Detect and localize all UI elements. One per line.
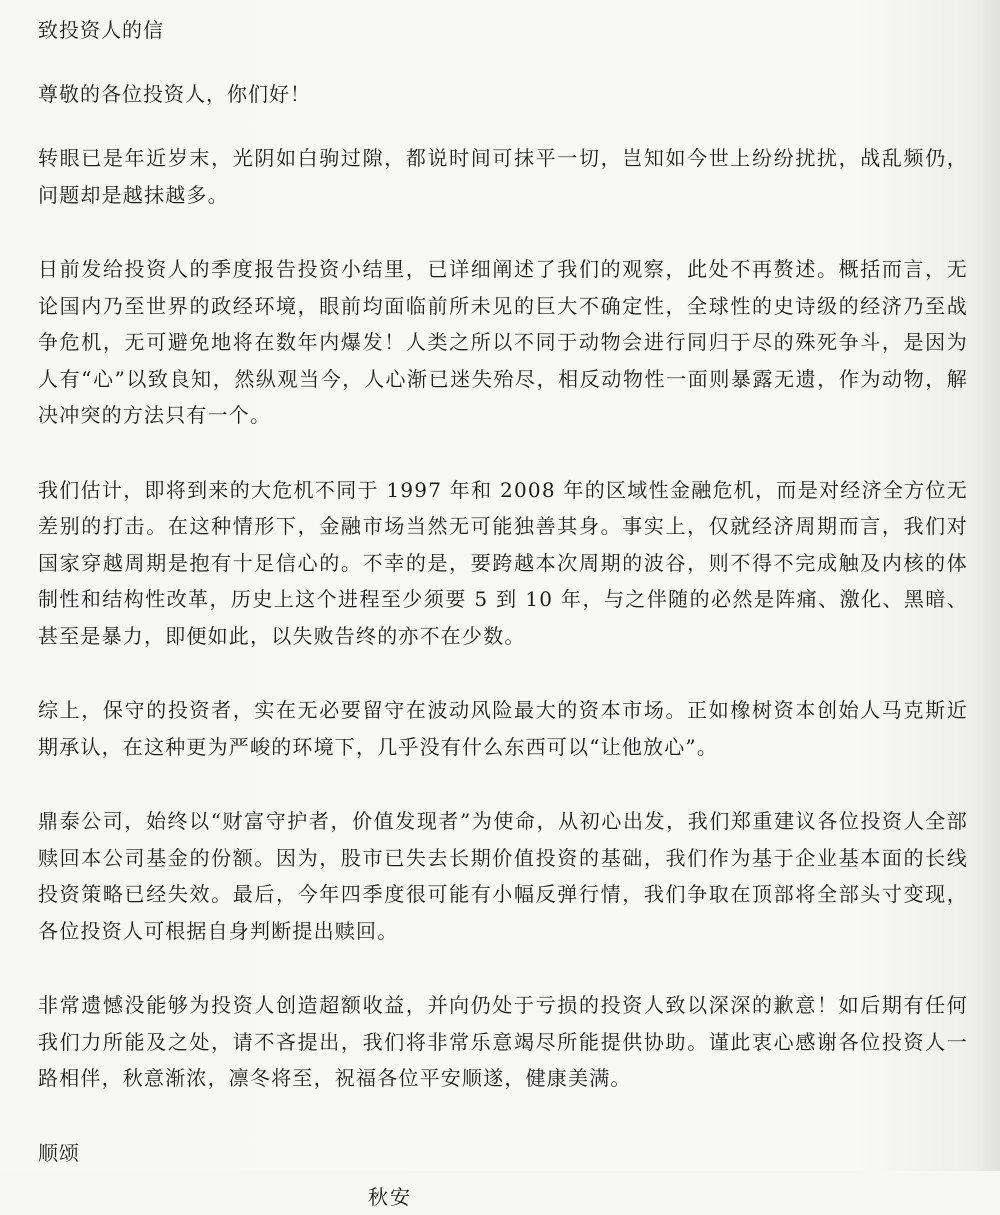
paragraph-6: 非常遗憾没能够为投资人创造超额收益，并向仍处于亏损的投资人致以深深的歉意！如后期有任何我们力所能及之处，请不吝提出，我们将非常乐意竭尽所能提供协助。谨此衷心感谢各位投资人一路相伴，秋意渐浓，凛冬将至，祝福各位平安顺遂，健康美满。 xyxy=(38,993,968,1090)
letter-signature: 秋安 xyxy=(368,1184,412,1209)
page-edge-shadow xyxy=(972,0,1000,1171)
letter-body xyxy=(38,12,968,1215)
paragraph-3: 我们估计，即将到来的大危机不同于 1997 年和 2008 年的区域性金融危机，而是对经济全方位无差别的打击。在这种情形下，金融市场当然无可能独善其身。事实上，仅就经济周期而言，我们对国家穿越周期是抱有十足信心的。不幸的是，要跨越本次周期的波谷，则不得不完成触及内核的体制性和结构性改革，历史上这个进程至少须要 5 到 10 年，与之伴随的必然是阵痛、激化、黑暗、甚至是暴力，即便如此，以失败告终的亦不在少数。 xyxy=(38,477,968,648)
letter-closing: 顺颂 xyxy=(38,1140,80,1165)
paragraph-5: 鼎泰公司，始终以“财富守护者，价值发现者”为使命，从初心出发，我们郑重建议各位投资人全部赎回本公司基金的份额。因为，股市已失去长期价值投资的基础，我们作为基于企业基本面的长线投资策略已经失效。最后，今年四季度很可能有小幅反弹行情，我们争取在顶部将全部头寸变现，各位投资人可根据自身判断提出赎回。 xyxy=(38,809,968,943)
paragraph-1: 转眼已是年近岁末，光阴如白驹过隙，都说时间可抹平一切，岂知如今世上纷纷扰扰，战乱频仍，问题却是越抹越多。 xyxy=(38,146,968,207)
paragraph-4: 综上，保守的投资者，实在无必要留守在波动风险最大的资本市场。正如橡树资本创始人马克斯近期承认，在这种更为严峻的环境下，几乎没有什么东西可以“让他放心”。 xyxy=(38,698,968,759)
paragraph-2: 日前发给投资人的季度报告投资小结里，已详细阐述了我们的观察，此处不再赘述。概括而言，无论国内乃至世界的政经环境，眼前均面临前所未见的巨大不确定性，全球性的史诗级的经济乃至战争危机，无可避免地将在数年内爆发！人类之所以不同于动物会进行同归于尽的殊死争斗，是因为人有“心”以致良知，然纵观当今，人心渐已迷失殆尽，相反动物性一面则暴露无遗，作为动物，解决冲突的方法只有一个。 xyxy=(38,257,968,427)
letter-greeting: 尊敬的各位投资人，你们好！ xyxy=(38,82,311,106)
letter-title: 致投资人的信 xyxy=(38,18,164,42)
